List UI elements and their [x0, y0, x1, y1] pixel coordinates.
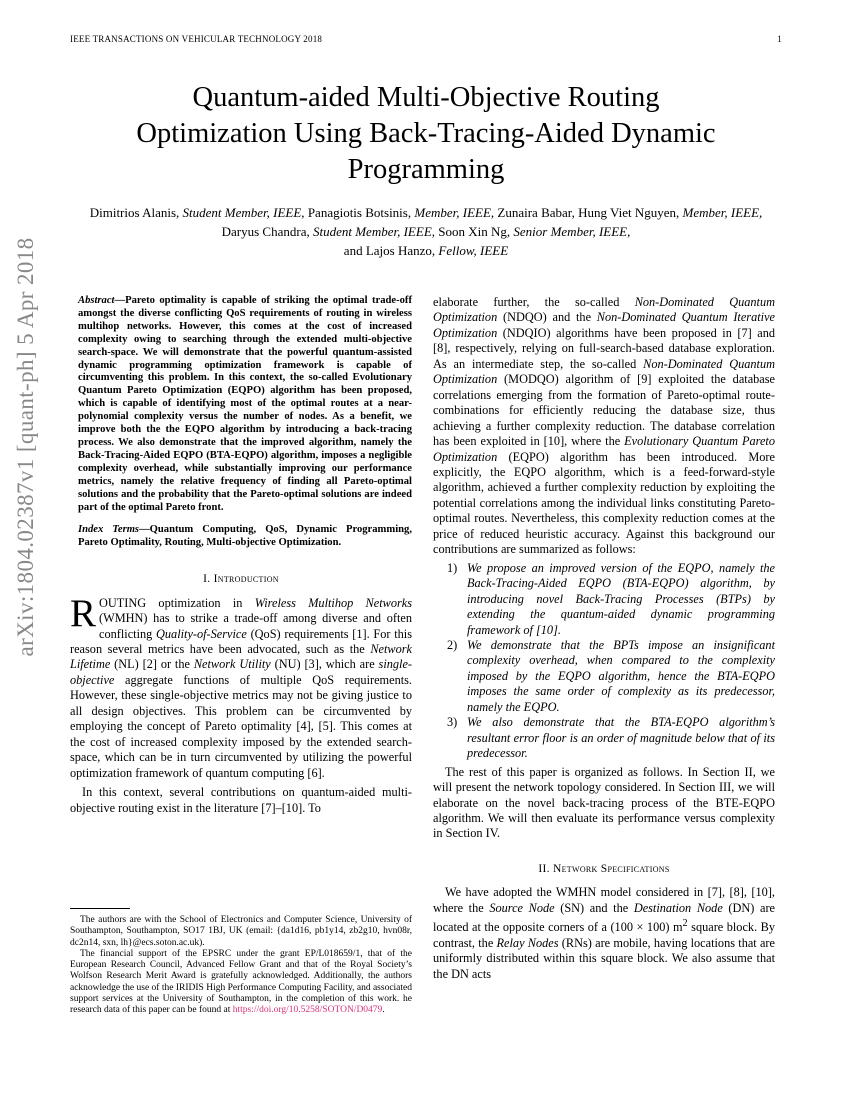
index-terms-text: —Quantum Computing, QoS, Dynamic Programming, Pareto Optimality, Routing, Multi-objective Optimization. [78, 524, 412, 549]
text-run: OUTING optimization in [99, 595, 255, 610]
text-run: (NL) [2] or the [110, 657, 194, 672]
section-numeral: II. [538, 862, 553, 875]
text-run: (SN) and the [554, 900, 634, 915]
text-run: (EQPO) algorithm has been introduced. More explicitly, the EQPO algorithm, which is a feed-forward-style algorithm, achieved a further complexity reduction by exploiting the potential correlations among the individual links constituting Pareto-optimal routes. Nevertheless, this complexity reduction comes at the price of reduced heuristic accuracy. Against this background our contributions are summarized as follows: [433, 449, 775, 557]
abstract-text: —Pareto optimality is capable of striking the optimal trade-off amongst the diverse conflicting QoS requirements of routing in wireless multihop networks. However, this comes at the cost of increased complexity owing to searching through the extended multi-objective search-space. We will demonstrate that the powerful quantum-assisted dynamic programming optimization framework is capable of circumventing this problem. In this context, the so-called Evolutionary Quantum Pareto Optimization (EQPO) algorithm has been proposed, which is capable of identifying most of the optimal routes at a near-polynomial complexity versus the number of nodes. As a benefit, we improve both the the EQPO algorithm by introducing a back-tracing process. We also demonstrate that the improved algorithm, namely the Back-Tracing-Aided EQPO (BTA-EQPO) algorithm, imposes a negligible complexity overhead, while substantially improving our performance metrics, namely the relative frequency of finding all Pareto-optimal solutions and the probability that the Pareto-optimal solutions are indeed part of the optimal Pareto front. [78, 295, 412, 513]
title-line-3: Programming [347, 154, 505, 185]
text-run: (RNs) are mobile, having locations that are uniformly distributed within this square block. We also assume that the DN acts [433, 935, 775, 981]
footnote-rule [70, 908, 130, 909]
text-run: Non-Dominated Quantum Optimization [433, 295, 775, 325]
right-paragraph-3 [433, 885, 775, 982]
index-terms-lead: Index Terms [78, 524, 140, 536]
text-run: single-objective [70, 657, 412, 687]
text-run: (DN) are located at the opposite corners of a (100 × 100) m [433, 900, 775, 935]
author-role: Fellow, IEEE [438, 243, 509, 258]
list-item [433, 561, 775, 638]
author-name: Dimitrios Alanis, [89, 205, 180, 220]
author-role: Student Member, IEEE, [182, 205, 305, 220]
list-text: We propose an improved version of the EQPO, namely the Back-Tracing-Aided EQPO (BTA-EQPO) algorithm, by introducing novel Back-Tracing Processes (BTPs) by extending the quantum-aided dynamic programming framework of [10]. [467, 560, 775, 637]
intro-paragraph-1 [70, 591, 413, 781]
list-item [433, 638, 775, 715]
text-run: We have adopted the WMHN model considered in [7], [8], [10], where the [433, 885, 775, 915]
author-role: Member, IEEE, [682, 205, 763, 220]
list-number: 3) [447, 715, 458, 730]
text-run: . [382, 1005, 385, 1016]
section-numeral: I. [203, 573, 214, 586]
doi-link[interactable]: https://doi.org/10.5258/SOTON/D0479 [232, 1005, 383, 1016]
text-run: Relay Nodes [496, 935, 559, 950]
footnote-funding [70, 949, 412, 1017]
section-title: Network Specifications [552, 862, 670, 875]
footnote-affiliation: The authors are with the School of Electronics and Computer Science, University of Southampton, Southampton, SO17 1BJ, UK (email: {da1d16, pb1y14, zb2g10, hvn08r, dc2n14, sxn, lh}@ecs.soton.ac.uk). [70, 915, 412, 948]
right-column [433, 295, 775, 982]
list-text: We also demonstrate that the BTA-EQPO algorithm’s resultant error floor is an order of magnitude below that of its predecessor. [467, 715, 775, 761]
author-name: Zunaira Babar, Hung Viet Nguyen, [497, 205, 680, 220]
text-run: Non-Dominated Quantum Optimization [433, 356, 775, 387]
author-role: Member, IEEE, [414, 205, 495, 220]
author-role: Student Member, IEEE, [312, 224, 436, 239]
intro-paragraph-2: In this context, several contributions on quantum-aided multi-objective routing exist in the literature [7]–[10]. To [70, 785, 412, 815]
section-heading-introduction [70, 572, 412, 587]
text-run: aggregate functions of multiple QoS requirements. However, these single-objective metrics may not be giving justice to all design objectives. This problem can be circumvented by employing the concept of Pareto optimality [4], [5]. This comes at the cost of increased complexity imposed by the extended search-space, which can be in turn circumvented by utilizing the powerful optimization framework of quantum computing [6]. [70, 672, 412, 780]
text-run: (WMHN) has to strike a trade-off among diverse and often conflicting [99, 611, 412, 641]
text-run: The financial support of the EPSRC under the grant EP/L018659/1, that of the European Research Council, Advanced Fellow Grant and that of the Royal Society’s Wolfson Research Merit Award is gratefully acknowledged. Additionally, the authors acknowledge the use of the IRIDIS High Performance Computing Facility, and associated support services at the University of Southampton, in the completion of this work. he research data of this paper can be found at [70, 948, 412, 1016]
text-run: (MODQO) algorithm of [9] exploited the database correlations emerging from the formation of Pareto-optimal route-combinations for efficiently reducing the database size, thus achieving a further complexity reduction. The database correlation has been exploited in [10], where the [433, 372, 775, 449]
list-number: 2) [447, 637, 458, 652]
author-name: Panagiotis Botsinis, [307, 205, 412, 220]
title-line-2: Optimization Using Back-Tracing-Aided Dynamic [136, 118, 716, 149]
footnotes [70, 915, 412, 1017]
arxiv-stamp [4, 237, 48, 657]
text-run: Wireless Multihop Networks [254, 595, 413, 610]
list-item [433, 715, 775, 761]
journal-name: IEEE TRANSACTIONS ON VEHICULAR TECHNOLOGY 2018 [70, 34, 323, 44]
drop-cap: R [70, 591, 97, 635]
index-terms [70, 524, 412, 550]
author-name: and Lajos Hanzo, [343, 243, 436, 258]
right-paragraph-1 [433, 295, 775, 558]
list-text: We demonstrate that the BPTs impose an insignificant complexity overhead, when compared to the complexity imposed by the EQPO algorithm, hence the BTA-EQPO imposes the same order of complexity as its predecessor, namely the EQPO. [467, 637, 775, 714]
title-line-1: Quantum-aided Multi-Objective Routing [192, 82, 660, 113]
text-run: Destination Node [633, 900, 723, 915]
text-run: square block. By contrast, the [433, 920, 775, 950]
text-run: Source Node [489, 900, 555, 915]
text-run: Non-Dominated Quantum Iterative Optimization [433, 310, 775, 340]
text-run: (NDQIO) algorithms have been proposed in [7] and [8], respectively, relying on full-search-based database exploration. As an intermediate step, the so-called [433, 325, 775, 371]
superscript: 2 [682, 918, 688, 930]
text-run: (NDQO) and the [497, 310, 597, 325]
text-run: Network Utility [193, 657, 271, 672]
author-name: Soon Xin Ng, [438, 224, 511, 239]
text-run: elaborate further, the so-called [433, 295, 635, 309]
section-heading-network [433, 862, 775, 877]
section-title: Introduction [213, 573, 279, 586]
text-run: Network Lifetime [70, 642, 412, 672]
text-run: Quality-of-Service [156, 626, 247, 641]
abstract-lead: Abstract [78, 295, 115, 306]
text-run: (QoS) requirements [1]. For this reason several metrics have been advocated, such as the [70, 626, 412, 657]
left-column [70, 295, 412, 816]
arxiv-identifier: arXiv:1804.02387v1 [quant-ph] 5 Apr 2018 [13, 237, 38, 657]
right-paragraph-2: The rest of this paper is organized as follows. In Section II, we will present the network topology considered. In Section III, we will elaborate on the novel back-tracing process of the BTE-EQPO algorithm. We will then evaluate its performance versus complexity in Section IV. [433, 764, 775, 841]
paper-title [70, 80, 782, 188]
running-head [70, 34, 782, 48]
page-number: 1 [777, 34, 782, 44]
author-list [82, 203, 770, 260]
abstract [70, 295, 412, 514]
contribution-list [433, 561, 775, 762]
list-number: 1) [447, 560, 458, 575]
text-run: (NU) [3], which are [270, 657, 379, 672]
text-run: Evolutionary Quantum Pareto Optimization [433, 434, 775, 464]
author-name: Daryus Chandra, [221, 224, 310, 239]
author-role: Senior Member, IEEE, [513, 224, 631, 239]
